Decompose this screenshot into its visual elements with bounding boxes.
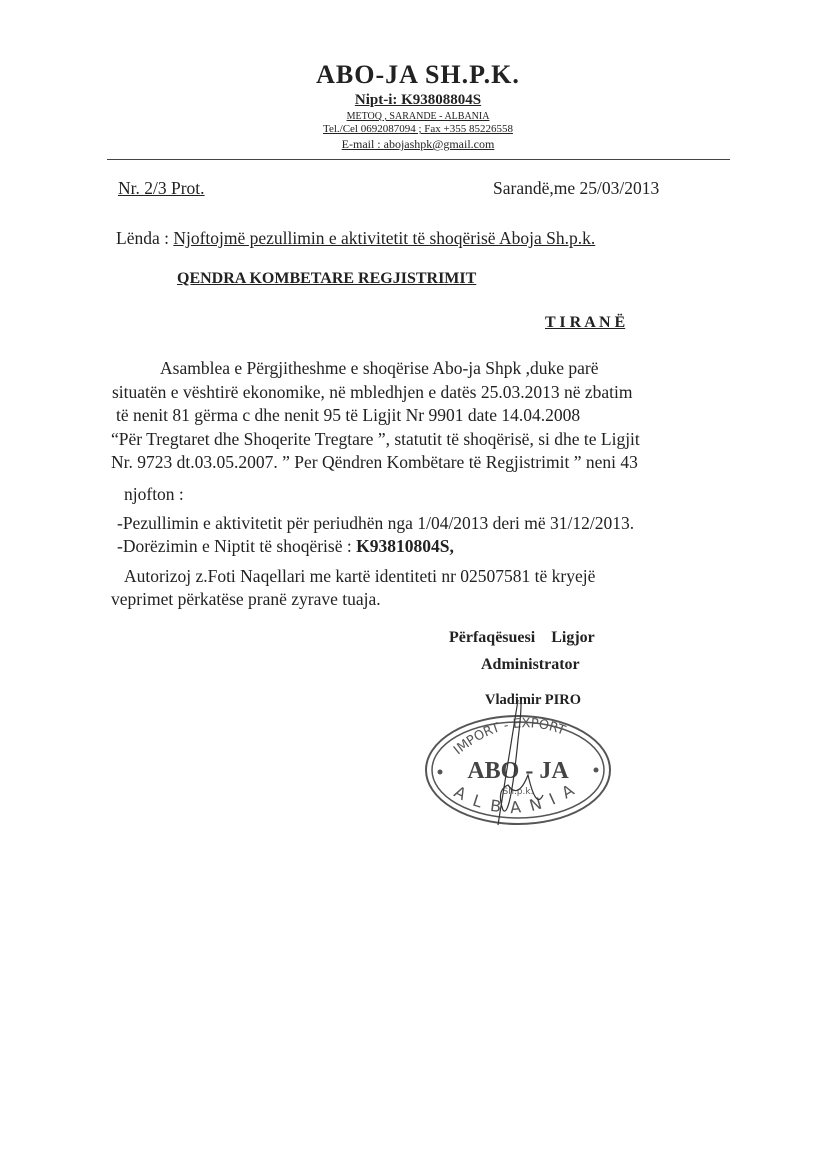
- company-stamp: [418, 700, 618, 830]
- notify-text: njofton :: [124, 484, 184, 504]
- authorization-line: Autorizoj z.Foti Naqellari me kartë identiteti nr 02507581 të kryejë: [124, 566, 596, 586]
- item-suspension: -Pezullimin e aktivitetit për periudhën nga 1/04/2013 deri më 31/12/2013.: [117, 513, 635, 533]
- body-line: situatën e vështirë ekonomike, në mbledhjen e datës 25.03.2013 në zbatim: [112, 382, 633, 402]
- stamp-sub-text: Sh.p.k.: [502, 787, 534, 797]
- signature-name: Vladimir PIRO: [485, 692, 581, 708]
- company-name: ABO-JA SH.P.K.: [316, 60, 520, 89]
- stamp-dot: [438, 770, 443, 775]
- subject-label: Lënda :: [116, 228, 174, 248]
- authorization-line: veprimet përkatëse pranë zyrave tuaja.: [111, 589, 381, 609]
- body-line: “Për Tregtaret dhe Shoqerite Tregtare ”, statutit të shoqërisë, si dhe te Ligjit: [111, 429, 640, 449]
- body-line: Nr. 9723 dt.03.05.2007. ” Per Qëndren Kombëtare të Regjistrimit ” neni 43: [111, 452, 638, 472]
- place-date: Sarandë,me 25/03/2013: [493, 178, 660, 198]
- item-nipt: [117, 536, 454, 557]
- stamp-center-text: ABO - JA: [467, 758, 569, 784]
- company-nipt: Nipt-i: K93808804S: [354, 92, 482, 108]
- company-address: METOQ , SARANDE - ALBANIA: [346, 111, 490, 122]
- subject-text: Njoftojmë pezullimin e aktivitetit të shoqërisë Aboja Sh.p.k.: [173, 228, 596, 248]
- signature-title: Përfaqësuesi Ligjor: [449, 629, 595, 646]
- subject: [116, 228, 595, 249]
- recipient-name: QENDRA KOMBETARE REGJISTRIMIT: [177, 270, 477, 287]
- stamp-bottom-text: ALBANIA: [451, 775, 586, 818]
- item-nipt-label: -Dorëzimin e Niptit të shoqërisë :: [117, 536, 357, 556]
- stamp-dot: [594, 768, 599, 773]
- recipient-city: T I R A N Ë: [545, 314, 626, 331]
- company-email: E-mail : abojashpk@gmail.com: [341, 137, 495, 151]
- signature-role: Administrator: [481, 656, 580, 673]
- company-phone: Tel./Cel 0692087094 ; Fax +355 85226558: [323, 123, 513, 135]
- stamp-top-text: IMPORT - EXPORT: [451, 716, 568, 759]
- protocol-number: Nr. 2/3 Prot.: [118, 178, 205, 198]
- body-line: të nenit 81 gërma c dhe nenit 95 të Ligjit Nr 9901 date 14.04.2008: [116, 405, 581, 425]
- header-divider: [107, 159, 730, 160]
- item-nipt-value: K93810804S,: [356, 536, 454, 556]
- body-line: Asamblea e Përgjitheshme e shoqërise Abo-ja Shpk ,duke parë: [160, 358, 599, 378]
